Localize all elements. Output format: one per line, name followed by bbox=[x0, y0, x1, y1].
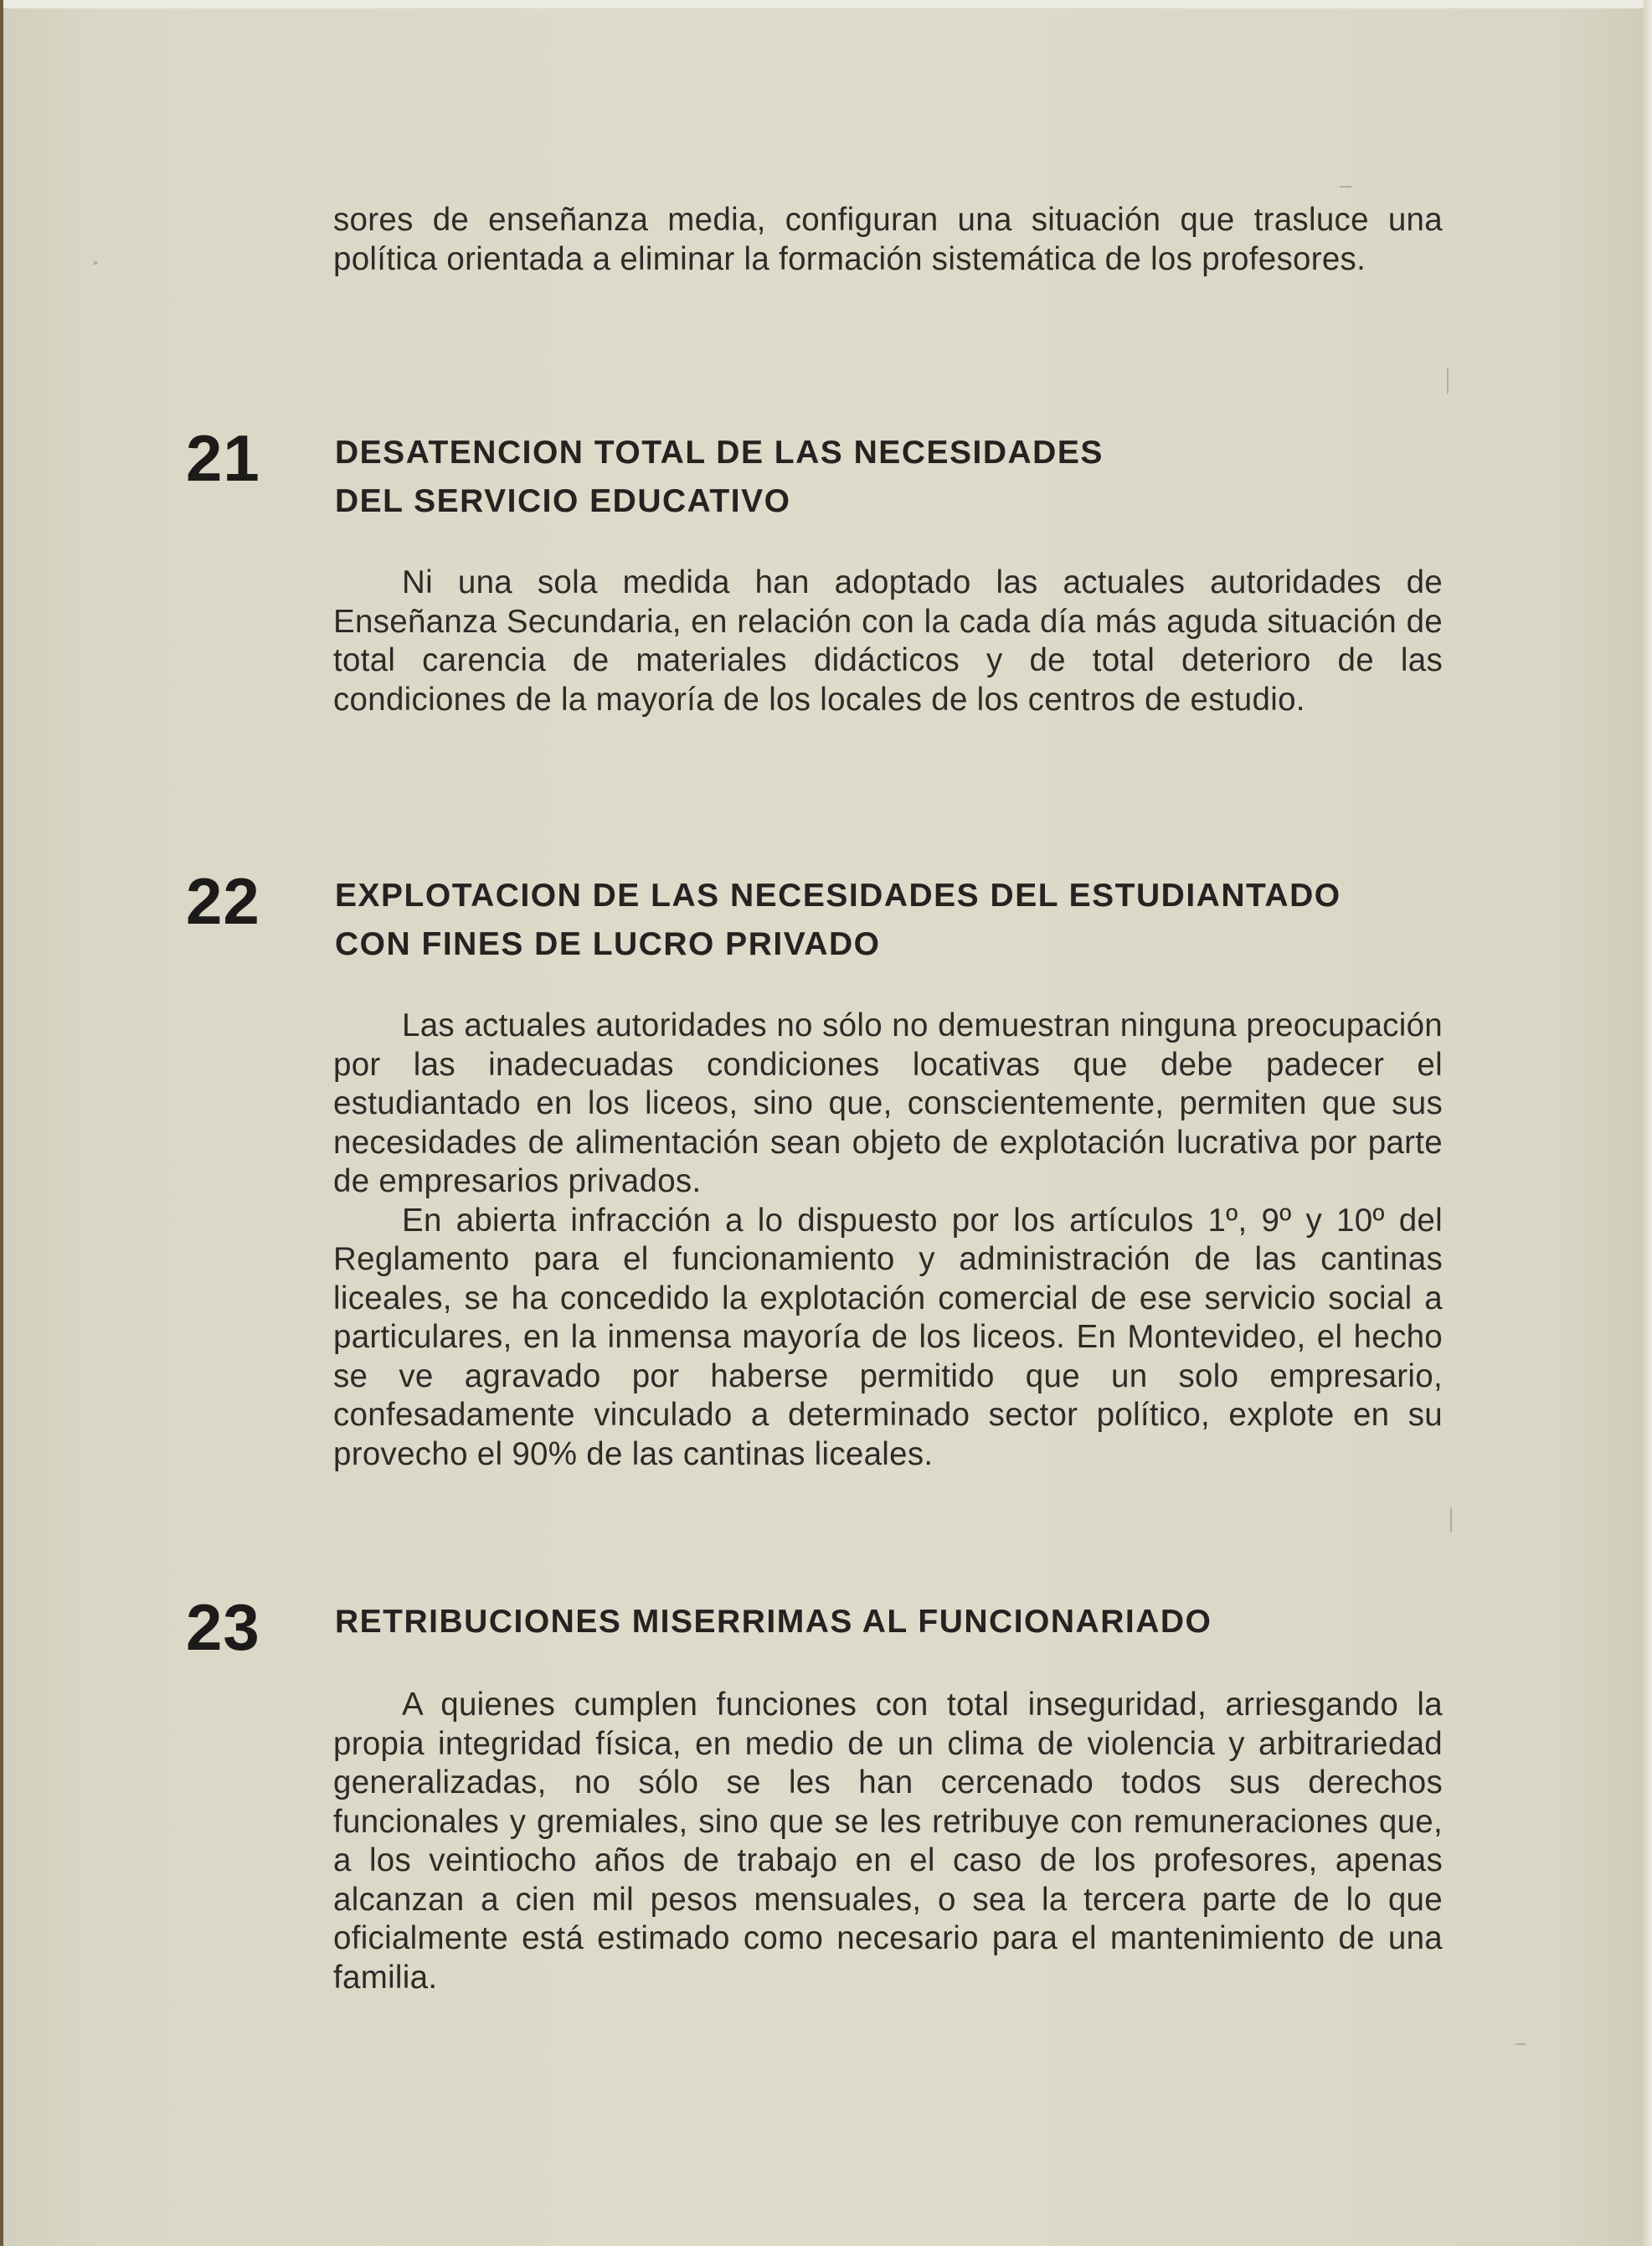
section-body bbox=[333, 1686, 1443, 1997]
body-paragraph: Las actuales autoridades no sólo no demuestran ninguna preocupación por las inadecuadas condiciones locativas que debe padecer el estudiantado en los liceos, sino que, conscientemente, permiten que sus necesidades de alimentación sean objeto de explotación lucrativa por parte de empresarios privados. bbox=[333, 1007, 1443, 1199]
paper-speck bbox=[1340, 186, 1351, 188]
heading-line: RETRIBUCIONES MISERRIMAS AL FUNCIONARIADO bbox=[335, 1604, 1212, 1640]
section-number: 21 bbox=[186, 421, 260, 495]
section-body bbox=[333, 1007, 1443, 1474]
section-number: 23 bbox=[186, 1590, 260, 1664]
body-paragraph: A quienes cumplen funciones con total inseguridad, arriesgando la propia integridad física, en medio de un clima de violencia y arbitrariedad generalizadas, no sólo se les han cercenado todos sus derechos funcionales y gremiales, sino que se les retribuye con remuneraciones que, a los veintiocho años de trabajo en el caso de los profesores, apenas alcanzan a cien mil pesos mensuales, o sea la tercera parte de lo que oficialmente está estimado como necesario para el mantenimiento de una familia. bbox=[333, 1687, 1443, 1996]
body-paragraph: En abierta infracción a lo dispuesto por los artículos 1º, 9º y 10º del Reglamento para el funcionamiento y administración de las cantinas liceales, se ha concedido la explotación comercial de ese servicio social a particulares, en la inmensa mayoría de los liceos. En Montevideo, el hecho se ve agravado por haberse permitido que un solo empresario, confesadamente vinculado a determinado sector político, explote en su provecho el 90% de las cantinas liceales. bbox=[333, 1202, 1443, 1472]
binding-edge bbox=[0, 0, 3, 2246]
heading-line: DEL SERVICIO EDUCATIVO bbox=[335, 483, 791, 519]
lead-paragraph: sores de enseñanza media, configuran una situación que trasluce una política orientada a eliminar la formación sistemática de los profesores. bbox=[333, 202, 1443, 277]
paper-speck bbox=[1516, 2043, 1526, 2045]
section-body bbox=[333, 564, 1443, 719]
page-right-edge bbox=[1644, 0, 1652, 2246]
body-paragraph: Ni una sola medida han adoptado las actuales autoridades de Enseñanza Secundaria, en relación con la cada día más aguda situación de total carencia de materiales didácticos y de total deterioro de las condiciones de la mayoría de los locales de los centros de estudio. bbox=[333, 564, 1443, 718]
page-top-edge bbox=[0, 0, 1652, 8]
heading-line: CON FINES DE LUCRO PRIVADO bbox=[335, 926, 881, 962]
paper-speck bbox=[94, 261, 97, 265]
paper-speck bbox=[1450, 1507, 1452, 1533]
section-heading bbox=[335, 1598, 1212, 1646]
section-heading bbox=[335, 429, 1104, 526]
section-heading bbox=[335, 872, 1341, 969]
section-number: 22 bbox=[186, 864, 260, 938]
paper-speck bbox=[1447, 368, 1449, 394]
heading-line: DESATENCION TOTAL DE LAS NECESIDADES bbox=[335, 435, 1104, 471]
continued-paragraph bbox=[333, 201, 1443, 279]
heading-line: EXPLOTACION DE LAS NECESIDADES DEL ESTUDIANTADO bbox=[335, 878, 1341, 914]
